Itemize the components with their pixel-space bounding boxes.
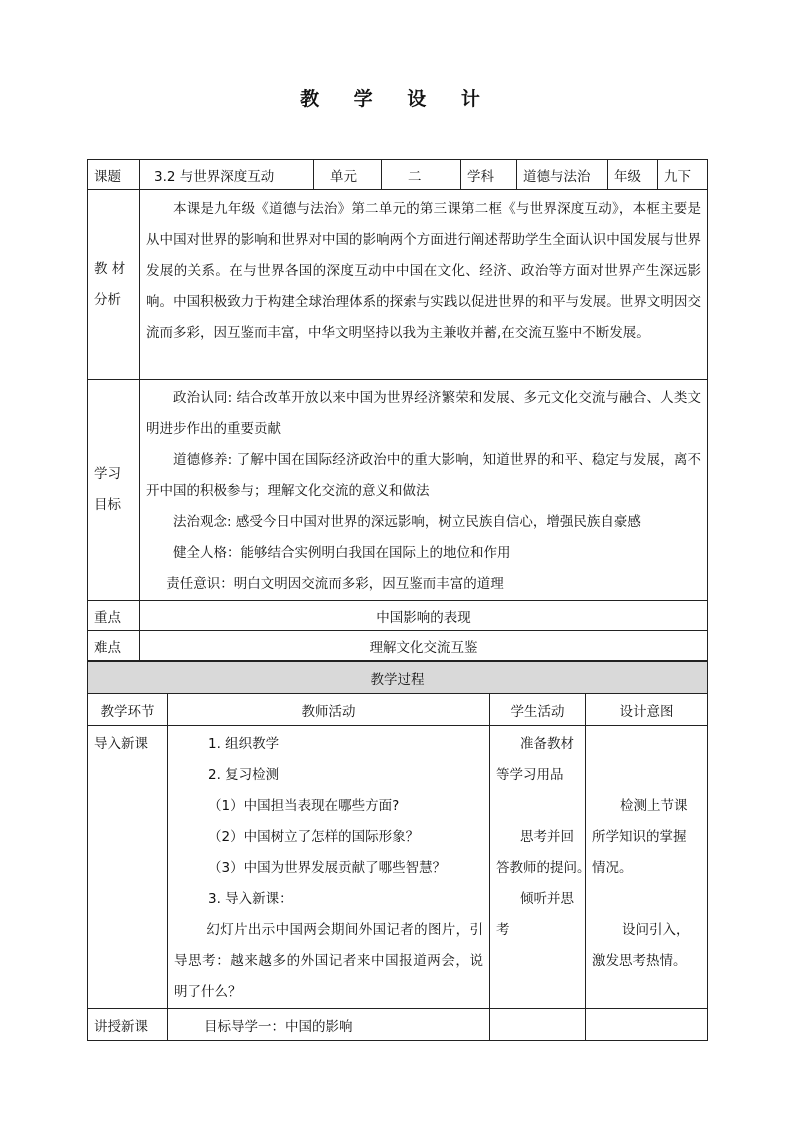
goals-row [88, 380, 708, 601]
goal-item: 法治观念: 感受今日中国对世界的深远影响，树立民族自信心，增强民族自豪感 [173, 514, 641, 530]
design-line [592, 884, 701, 915]
design-line: 情况。 [592, 860, 633, 876]
material-analysis [140, 190, 708, 380]
goal-item: 道德修养: 了解中国在国际经济政治中的重大影响，知道世界的和平、稳定与发展，离不开中国的积极参与；理解文化交流的意义和做法 [146, 452, 701, 499]
design-line [592, 760, 701, 791]
lecture-student-activity [490, 1009, 586, 1041]
student-line: 考 [496, 922, 510, 938]
goals-label [88, 380, 140, 601]
difficulty-label: 难点 [88, 631, 140, 661]
teacher-step: 3. 导入新课： [208, 891, 293, 907]
process-heading: 教学过程 [88, 662, 708, 694]
teacher-step: （2）中国树立了怎样的国际形象？ [208, 829, 420, 845]
teacher-step: 幻灯片出示中国两会期间外国记者的图片，引导思考：越来越多的外国记者来中国报道两会，说明了什么？ [174, 922, 483, 1000]
material-label-line2: 分析 [94, 291, 121, 308]
intro-teacher-activity [168, 726, 490, 1009]
intro-stage: 导入新课 [88, 726, 168, 1009]
grade-label: 年级 [608, 160, 658, 190]
design-line: 所学知识的掌握 [592, 829, 687, 845]
header-student: 学生活动 [490, 694, 586, 726]
lecture-stage: 讲授新课 [88, 1009, 168, 1041]
student-line: 思考并回 [520, 829, 574, 845]
goal-item: 健全人格：能够结合实例明白我国在国际上的地位和作用 [173, 545, 511, 561]
material-label-line1: 教 材 [94, 260, 126, 277]
material-row [88, 190, 708, 380]
key-point-value: 中国影响的表现 [140, 601, 708, 631]
design-line: 设问引入， [622, 922, 690, 938]
goal-item: 责任意识：明白文明因交流而多彩，因互鉴而丰富的道理 [166, 576, 504, 592]
design-line: 检测上节课 [620, 798, 688, 814]
unit-label: 单元 [314, 160, 382, 190]
lecture-row [88, 1009, 708, 1041]
goals-label-line1: 学习 [94, 466, 121, 482]
subject-value: 道德与法治 [517, 160, 608, 190]
teaching-process-table [87, 661, 708, 1041]
intro-design-intent [586, 726, 708, 1009]
header-design: 设计意图 [586, 694, 708, 726]
student-line: 答教师的提问。 [496, 860, 591, 876]
lesson-info-table [87, 159, 708, 661]
intro-row [88, 726, 708, 1009]
key-point-label: 重点 [88, 601, 140, 631]
teacher-step: 2. 复习检测 [208, 767, 280, 783]
document-title: 教 学 设 计 [300, 88, 494, 110]
goals-label-line2: 目标 [94, 497, 121, 513]
key-point-row [88, 601, 708, 631]
topic-label: 课题 [88, 160, 140, 190]
goal-item: 政治认同: 结合改革开放以来中国为世界经济繁荣和发展、多元文化交流与融合、人类文明进步作出的重要贡献 [146, 390, 701, 437]
teacher-step: （1）中国担当表现在哪些方面? [208, 798, 400, 814]
lecture-design-intent [586, 1009, 708, 1041]
intro-student-activity [490, 726, 591, 1009]
teacher-step: 1. 组织教学 [208, 736, 280, 752]
header-teacher: 教师活动 [168, 694, 490, 726]
difficulty-row [88, 631, 708, 661]
design-line: 激发思考热情。 [592, 953, 687, 969]
process-heading-row [88, 662, 708, 694]
student-line [496, 791, 579, 822]
lecture-teacher-activity: 目标导学一：中国的影响 [168, 1009, 490, 1041]
topic-value: 3.2 与世界深度互动 [140, 160, 314, 190]
design-line [592, 729, 701, 760]
goals-content [140, 380, 708, 601]
material-text: 本课是九年级《道德与法治》第二单元的第三课第二框《与世界深度互动》，本框主要是从中国对世界的影响和世界对中国的影响两个方面进行阐述帮助学生全面认识中国发展与世界发展的关系。在与世界各国的深度互动中中国在文化、经济、政治等方面对世界产生深远影响。中国积极致力于构建全球治理体系的探索与实践以促进世界的和平与发展。世界文明因交流而多彩，因互鉴而丰富，中华文明坚持以我为主兼收并蓄,在交流互鉴中不断发展。 [146, 201, 701, 341]
unit-value: 二 [382, 160, 461, 190]
material-label [88, 190, 140, 380]
student-line: 等学习用品 [496, 767, 564, 783]
student-line: 准备教材 [520, 736, 574, 752]
difficulty-value: 理解文化交流互鉴 [140, 631, 708, 661]
header-stage: 教学环节 [88, 694, 168, 726]
topic-row [88, 160, 708, 190]
student-line: 倾听并思 [520, 891, 574, 907]
process-header-row [88, 694, 708, 726]
grade-value: 九下 [658, 160, 708, 190]
teacher-step: （3）中国为世界发展贡献了哪些智慧？ [208, 860, 447, 876]
subject-label: 学科 [461, 160, 517, 190]
